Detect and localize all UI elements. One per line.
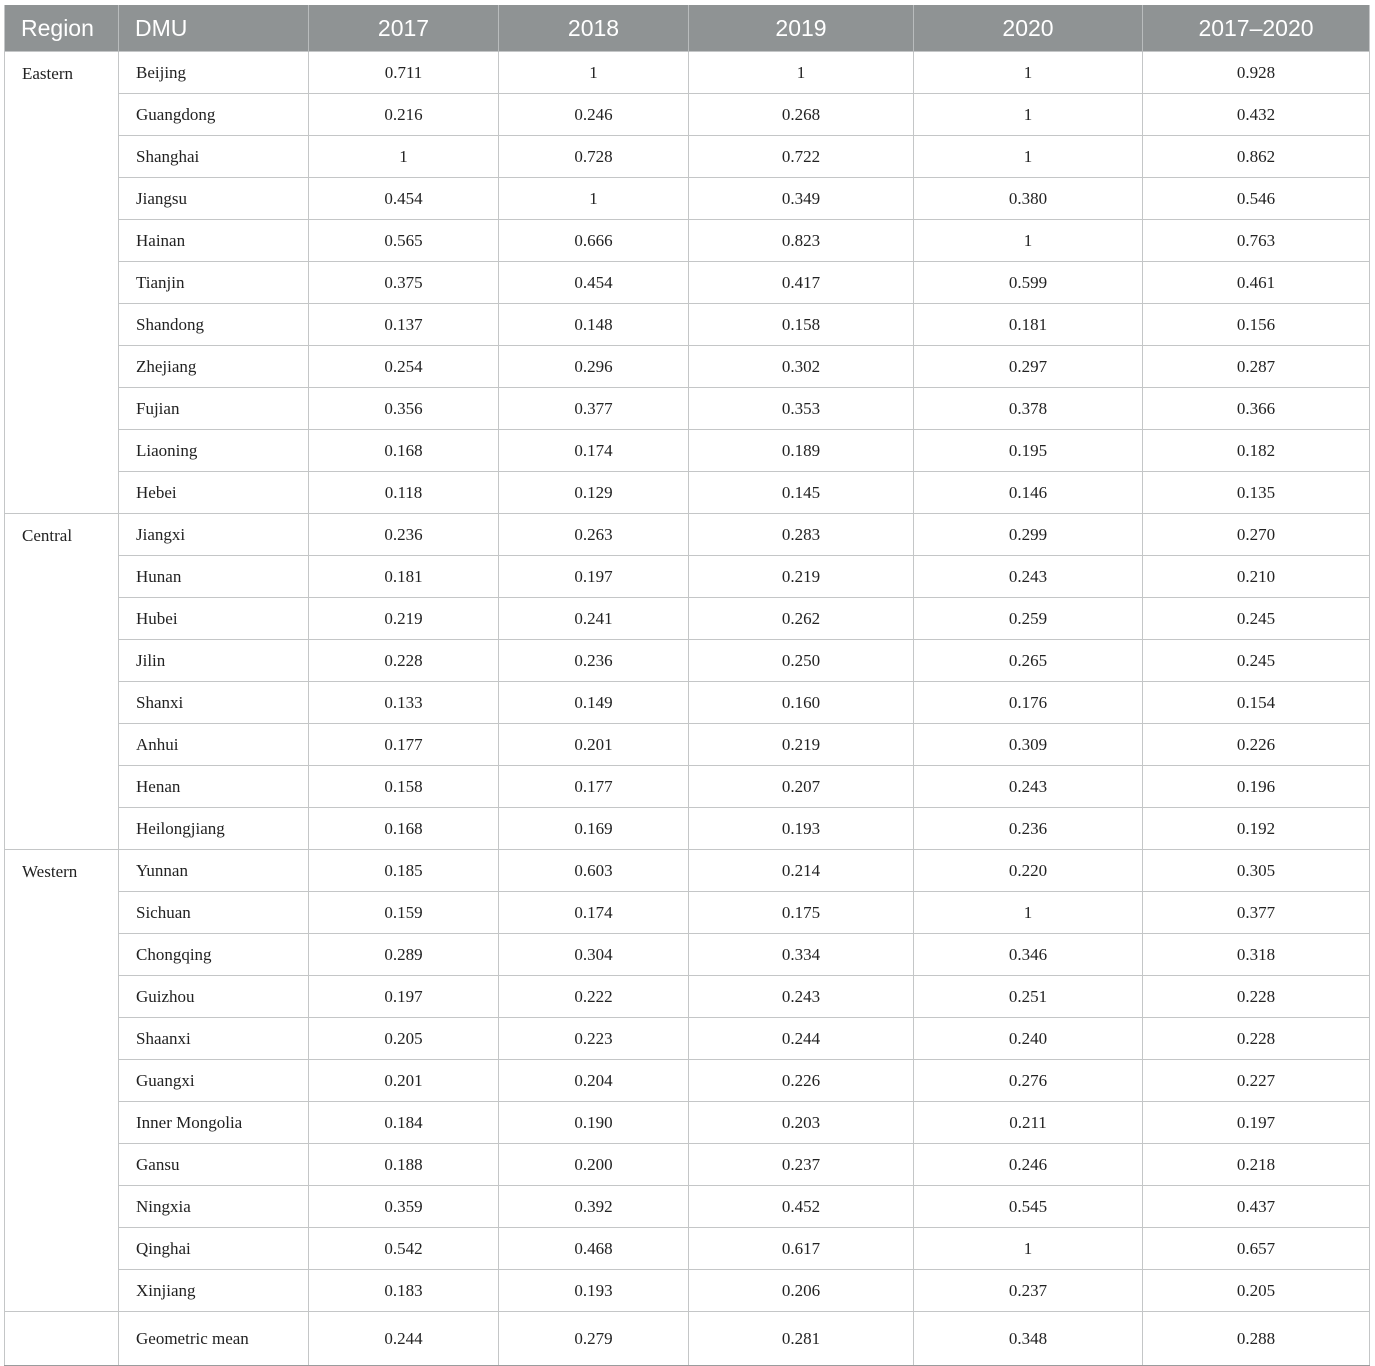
table-row [5, 1102, 1370, 1144]
table-row [5, 1312, 1370, 1366]
value-cell: 1 [914, 52, 1143, 94]
value-cell: 0.182 [1143, 430, 1370, 472]
dmu-cell: Jilin [119, 640, 309, 682]
value-cell: 0.222 [499, 976, 689, 1018]
value-cell: 1 [914, 1228, 1143, 1270]
value-cell: 0.197 [499, 556, 689, 598]
value-cell: 0.205 [1143, 1270, 1370, 1312]
dmu-cell: Shaanxi [119, 1018, 309, 1060]
value-cell: 0.299 [914, 514, 1143, 556]
value-cell: 0.177 [499, 766, 689, 808]
value-cell: 0.168 [309, 808, 499, 850]
value-cell: 0.356 [309, 388, 499, 430]
value-cell: 0.296 [499, 346, 689, 388]
dmu-cell: Hunan [119, 556, 309, 598]
table-row [5, 178, 1370, 220]
value-cell: 1 [499, 52, 689, 94]
value-cell: 0.265 [914, 640, 1143, 682]
value-cell: 0.599 [914, 262, 1143, 304]
value-cell: 0.204 [499, 1060, 689, 1102]
value-cell: 0.243 [914, 556, 1143, 598]
value-cell: 0.246 [499, 94, 689, 136]
table-row [5, 472, 1370, 514]
value-cell: 0.268 [689, 94, 914, 136]
value-cell: 0.270 [1143, 514, 1370, 556]
value-cell: 0.200 [499, 1144, 689, 1186]
table-row [5, 220, 1370, 262]
region-cell: Western [5, 850, 119, 1312]
value-cell: 0.545 [914, 1186, 1143, 1228]
value-cell: 0.228 [1143, 976, 1370, 1018]
dmu-cell: Tianjin [119, 262, 309, 304]
value-cell: 0.188 [309, 1144, 499, 1186]
value-cell: 0.546 [1143, 178, 1370, 220]
value-cell: 0.318 [1143, 934, 1370, 976]
table-row [5, 1186, 1370, 1228]
value-cell: 0.205 [309, 1018, 499, 1060]
value-cell: 0.169 [499, 808, 689, 850]
value-cell: 0.158 [309, 766, 499, 808]
dmu-cell: Gansu [119, 1144, 309, 1186]
value-cell: 0.237 [689, 1144, 914, 1186]
table-row [5, 850, 1370, 892]
value-cell: 0.348 [914, 1312, 1143, 1366]
value-cell: 0.250 [689, 640, 914, 682]
value-cell: 0.133 [309, 682, 499, 724]
dmu-cell: Hebei [119, 472, 309, 514]
value-cell: 0.617 [689, 1228, 914, 1270]
value-cell: 1 [914, 220, 1143, 262]
efficiency-table-container [4, 5, 1369, 1366]
dmu-cell: Zhejiang [119, 346, 309, 388]
value-cell: 0.392 [499, 1186, 689, 1228]
value-cell: 0.346 [914, 934, 1143, 976]
value-cell: 0.309 [914, 724, 1143, 766]
value-cell: 0.454 [309, 178, 499, 220]
table-row [5, 1270, 1370, 1312]
value-cell: 0.728 [499, 136, 689, 178]
value-cell: 0.287 [1143, 346, 1370, 388]
value-cell: 0.246 [914, 1144, 1143, 1186]
dmu-cell: Yunnan [119, 850, 309, 892]
header-2019: 2019 [689, 5, 914, 52]
table-row [5, 682, 1370, 724]
value-cell: 0.137 [309, 304, 499, 346]
value-cell: 0.226 [1143, 724, 1370, 766]
table-row [5, 598, 1370, 640]
table-row [5, 262, 1370, 304]
table-row [5, 1018, 1370, 1060]
region-cell [5, 1312, 119, 1366]
value-cell: 0.135 [1143, 472, 1370, 514]
value-cell: 0.210 [1143, 556, 1370, 598]
dmu-cell: Chongqing [119, 934, 309, 976]
value-cell: 0.236 [499, 640, 689, 682]
value-cell: 0.359 [309, 1186, 499, 1228]
table-row [5, 976, 1370, 1018]
dmu-cell: Beijing [119, 52, 309, 94]
value-cell: 0.185 [309, 850, 499, 892]
value-cell: 0.254 [309, 346, 499, 388]
region-cell: Eastern [5, 52, 119, 514]
region-cell: Central [5, 514, 119, 850]
value-cell: 0.129 [499, 472, 689, 514]
header-2020: 2020 [914, 5, 1143, 52]
table-row [5, 766, 1370, 808]
value-cell: 0.226 [689, 1060, 914, 1102]
value-cell: 0.214 [689, 850, 914, 892]
dmu-cell: Jiangsu [119, 178, 309, 220]
value-cell: 0.603 [499, 850, 689, 892]
dmu-cell: Henan [119, 766, 309, 808]
value-cell: 0.145 [689, 472, 914, 514]
value-cell: 0.244 [309, 1312, 499, 1366]
value-cell: 0.349 [689, 178, 914, 220]
value-cell: 0.823 [689, 220, 914, 262]
dmu-cell: Qinghai [119, 1228, 309, 1270]
value-cell: 0.193 [689, 808, 914, 850]
value-cell: 0.377 [1143, 892, 1370, 934]
value-cell: 0.218 [1143, 1144, 1370, 1186]
value-cell: 0.542 [309, 1228, 499, 1270]
value-cell: 0.236 [914, 808, 1143, 850]
dmu-cell: Heilongjiang [119, 808, 309, 850]
table-row [5, 1228, 1370, 1270]
value-cell: 1 [914, 94, 1143, 136]
table-row [5, 304, 1370, 346]
value-cell: 1 [689, 52, 914, 94]
value-cell: 0.228 [309, 640, 499, 682]
value-cell: 0.195 [914, 430, 1143, 472]
value-cell: 0.197 [1143, 1102, 1370, 1144]
value-cell: 0.437 [1143, 1186, 1370, 1228]
dmu-cell: Guizhou [119, 976, 309, 1018]
table-row [5, 892, 1370, 934]
value-cell: 0.565 [309, 220, 499, 262]
value-cell: 0.241 [499, 598, 689, 640]
table-row [5, 556, 1370, 598]
value-cell: 1 [499, 178, 689, 220]
dmu-cell: Hubei [119, 598, 309, 640]
value-cell: 0.190 [499, 1102, 689, 1144]
table-row [5, 640, 1370, 682]
value-cell: 0.263 [499, 514, 689, 556]
value-cell: 0.156 [1143, 304, 1370, 346]
value-cell: 0.288 [1143, 1312, 1370, 1366]
value-cell: 0.207 [689, 766, 914, 808]
value-cell: 0.244 [689, 1018, 914, 1060]
table-row [5, 346, 1370, 388]
dmu-cell: Liaoning [119, 430, 309, 472]
dmu-cell: Anhui [119, 724, 309, 766]
value-cell: 0.206 [689, 1270, 914, 1312]
value-cell: 0.259 [914, 598, 1143, 640]
value-cell: 0.149 [499, 682, 689, 724]
value-cell: 0.283 [689, 514, 914, 556]
value-cell: 0.243 [689, 976, 914, 1018]
table-row [5, 934, 1370, 976]
value-cell: 0.289 [309, 934, 499, 976]
value-cell: 0.243 [914, 766, 1143, 808]
value-cell: 0.177 [309, 724, 499, 766]
table-body [5, 52, 1370, 1366]
value-cell: 0.468 [499, 1228, 689, 1270]
efficiency-table [4, 5, 1370, 1366]
value-cell: 0.245 [1143, 640, 1370, 682]
table-row [5, 808, 1370, 850]
value-cell: 0.201 [499, 724, 689, 766]
value-cell: 0.197 [309, 976, 499, 1018]
value-cell: 0.377 [499, 388, 689, 430]
value-cell: 0.276 [914, 1060, 1143, 1102]
value-cell: 0.722 [689, 136, 914, 178]
value-cell: 0.181 [914, 304, 1143, 346]
dmu-cell: Shanghai [119, 136, 309, 178]
value-cell: 0.228 [1143, 1018, 1370, 1060]
dmu-cell: Hainan [119, 220, 309, 262]
dmu-cell: Shanxi [119, 682, 309, 724]
value-cell: 0.862 [1143, 136, 1370, 178]
dmu-cell: Guangdong [119, 94, 309, 136]
value-cell: 0.193 [499, 1270, 689, 1312]
dmu-cell: Geometric mean [119, 1312, 309, 1366]
header-dmu: DMU [119, 5, 309, 52]
value-cell: 0.220 [914, 850, 1143, 892]
header-2017: 2017 [309, 5, 499, 52]
value-cell: 0.211 [914, 1102, 1143, 1144]
value-cell: 0.184 [309, 1102, 499, 1144]
table-row [5, 94, 1370, 136]
value-cell: 0.148 [499, 304, 689, 346]
table-header [5, 5, 1370, 52]
table-row [5, 1060, 1370, 1102]
value-cell: 0.334 [689, 934, 914, 976]
value-cell: 0.219 [689, 724, 914, 766]
dmu-cell: Fujian [119, 388, 309, 430]
value-cell: 0.366 [1143, 388, 1370, 430]
value-cell: 0.279 [499, 1312, 689, 1366]
value-cell: 0.174 [499, 430, 689, 472]
value-cell: 0.160 [689, 682, 914, 724]
value-cell: 0.353 [689, 388, 914, 430]
value-cell: 0.461 [1143, 262, 1370, 304]
table-row [5, 430, 1370, 472]
value-cell: 0.454 [499, 262, 689, 304]
value-cell: 0.189 [689, 430, 914, 472]
value-cell: 0.236 [309, 514, 499, 556]
value-cell: 1 [914, 136, 1143, 178]
table-row [5, 52, 1370, 94]
value-cell: 0.183 [309, 1270, 499, 1312]
header-2017-2020: 2017–2020 [1143, 5, 1370, 52]
value-cell: 0.168 [309, 430, 499, 472]
value-cell: 0.245 [1143, 598, 1370, 640]
value-cell: 0.763 [1143, 220, 1370, 262]
value-cell: 0.146 [914, 472, 1143, 514]
value-cell: 0.380 [914, 178, 1143, 220]
table-row [5, 388, 1370, 430]
dmu-cell: Inner Mongolia [119, 1102, 309, 1144]
value-cell: 0.203 [689, 1102, 914, 1144]
dmu-cell: Xinjiang [119, 1270, 309, 1312]
table-row [5, 724, 1370, 766]
value-cell: 0.711 [309, 52, 499, 94]
value-cell: 0.158 [689, 304, 914, 346]
table-row [5, 514, 1370, 556]
value-cell: 0.227 [1143, 1060, 1370, 1102]
value-cell: 0.657 [1143, 1228, 1370, 1270]
value-cell: 0.196 [1143, 766, 1370, 808]
header-row [5, 5, 1370, 52]
value-cell: 1 [309, 136, 499, 178]
value-cell: 0.417 [689, 262, 914, 304]
value-cell: 0.240 [914, 1018, 1143, 1060]
value-cell: 0.201 [309, 1060, 499, 1102]
value-cell: 0.281 [689, 1312, 914, 1366]
value-cell: 0.928 [1143, 52, 1370, 94]
header-2018: 2018 [499, 5, 689, 52]
value-cell: 0.219 [309, 598, 499, 640]
value-cell: 0.216 [309, 94, 499, 136]
value-cell: 0.375 [309, 262, 499, 304]
value-cell: 0.176 [914, 682, 1143, 724]
value-cell: 0.223 [499, 1018, 689, 1060]
value-cell: 0.175 [689, 892, 914, 934]
value-cell: 0.304 [499, 934, 689, 976]
value-cell: 0.118 [309, 472, 499, 514]
value-cell: 0.262 [689, 598, 914, 640]
dmu-cell: Sichuan [119, 892, 309, 934]
value-cell: 0.219 [689, 556, 914, 598]
value-cell: 0.181 [309, 556, 499, 598]
value-cell: 0.305 [1143, 850, 1370, 892]
dmu-cell: Ningxia [119, 1186, 309, 1228]
value-cell: 0.452 [689, 1186, 914, 1228]
value-cell: 0.159 [309, 892, 499, 934]
value-cell: 0.666 [499, 220, 689, 262]
dmu-cell: Jiangxi [119, 514, 309, 556]
value-cell: 0.302 [689, 346, 914, 388]
table-row [5, 136, 1370, 178]
value-cell: 0.251 [914, 976, 1143, 1018]
value-cell: 0.154 [1143, 682, 1370, 724]
value-cell: 0.432 [1143, 94, 1370, 136]
header-region: Region [5, 5, 119, 52]
value-cell: 0.237 [914, 1270, 1143, 1312]
table-row [5, 1144, 1370, 1186]
value-cell: 0.192 [1143, 808, 1370, 850]
value-cell: 0.378 [914, 388, 1143, 430]
dmu-cell: Guangxi [119, 1060, 309, 1102]
value-cell: 0.174 [499, 892, 689, 934]
dmu-cell: Shandong [119, 304, 309, 346]
value-cell: 0.297 [914, 346, 1143, 388]
value-cell: 1 [914, 892, 1143, 934]
